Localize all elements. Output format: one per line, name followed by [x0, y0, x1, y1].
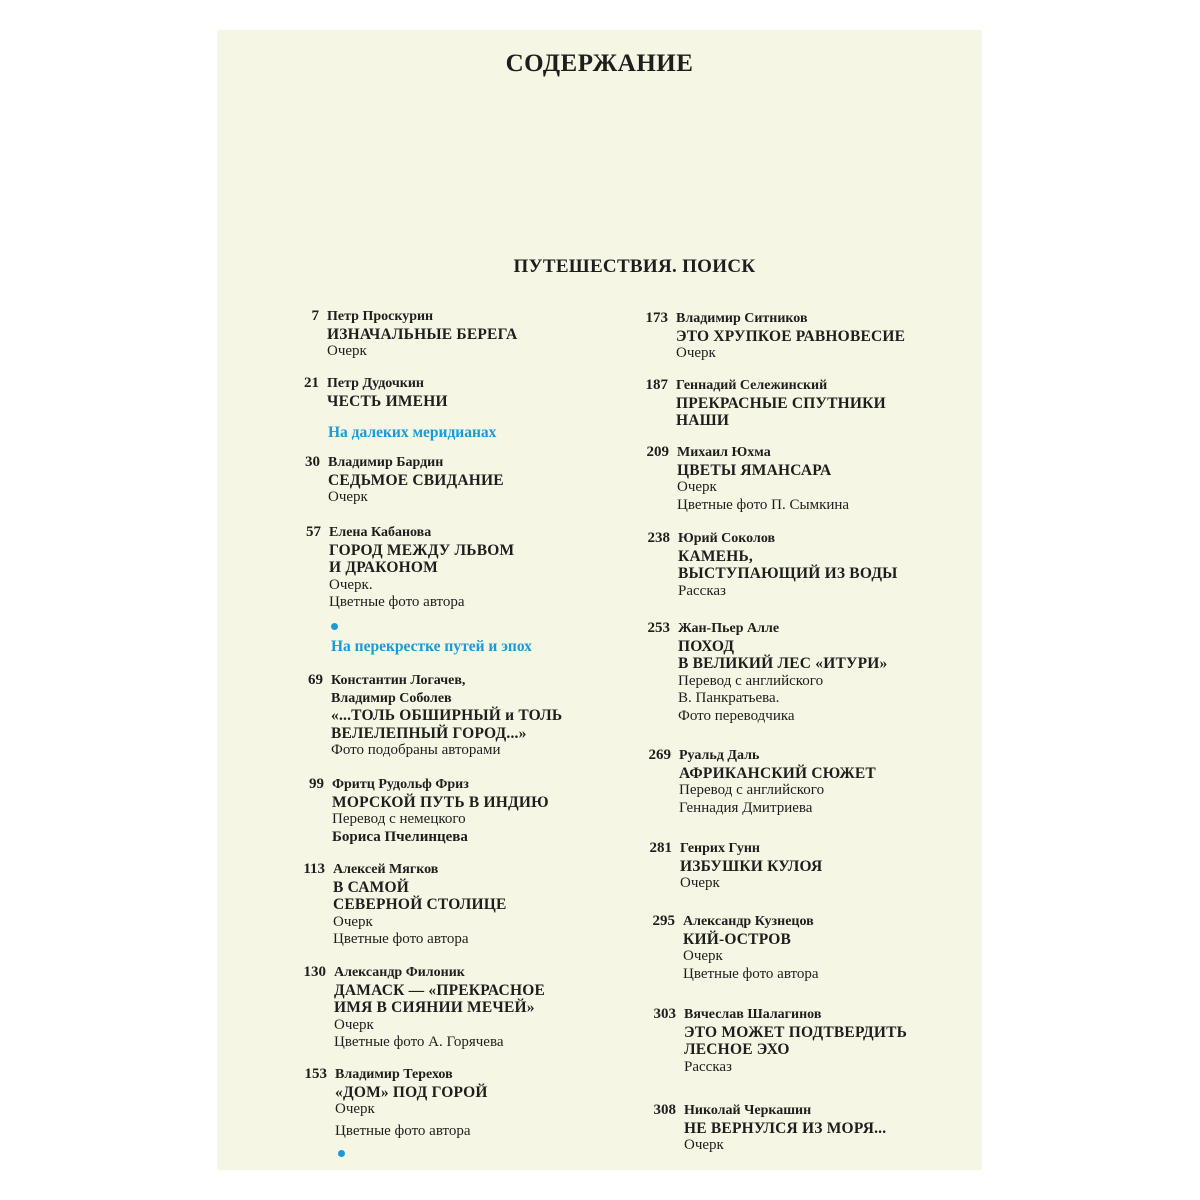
entry-note: Перевод с английского	[678, 672, 824, 689]
entry-title: В ВЕЛИКИЙ ЛЕС «ИТУРИ»	[678, 655, 888, 672]
entry-note: Перевод с английского	[679, 782, 825, 798]
toc-entry[interactable]	[648, 747, 876, 817]
entry-title: ПРЕКРАСНЫЕ СПУТНИКИ	[676, 394, 886, 412]
toc-entry[interactable]	[304, 375, 448, 410]
page-number: 113	[303, 861, 325, 877]
entry-note: Цветные фото автора	[329, 594, 465, 610]
toc-entry[interactable]	[304, 1066, 488, 1140]
entry-note: Очерк	[684, 1137, 724, 1153]
page-number: 30	[305, 454, 320, 470]
entry-title: ЛЕСНОЕ ЭХО	[684, 1041, 790, 1058]
entry-author: Генрих Гунн	[680, 841, 760, 856]
entry-note: Очерк	[327, 343, 367, 359]
entry-title: ВЕЛЕЛЕПНЫЙ ГОРОД...»	[331, 724, 527, 742]
entry-title: СЕВЕРНОЙ СТОЛИЦЕ	[333, 896, 507, 913]
toc-entry[interactable]	[646, 444, 850, 514]
page-number: 7	[311, 308, 319, 324]
entry-title: ДАМАСК — «ПРЕКРАСНОЕ	[334, 981, 545, 999]
toc-entry[interactable]	[647, 530, 898, 600]
entry-title: И ДРАКОНОМ	[329, 559, 438, 576]
entry-author: Владимир Бардин	[328, 455, 444, 470]
entry-title: КИЙ-ОСТРОВ	[683, 930, 792, 948]
entry-author: Владимир Соболев	[331, 690, 452, 706]
entry-note: Очерк	[680, 875, 720, 891]
entry-author: Руальд Даль	[679, 748, 760, 763]
entry-title: ЭТО МОЖЕТ ПОДТВЕРДИТЬ	[684, 1023, 908, 1041]
entry-note: Фото подобраны авторами	[331, 742, 501, 758]
entry-title: АФРИКАНСКИЙ СЮЖЕТ	[679, 764, 876, 782]
entry-note: В. Панкратьева.	[678, 690, 780, 706]
bullet-dot	[338, 1150, 345, 1157]
rubric-heading: На перекрестке путей и эпох	[331, 638, 532, 655]
entry-author: Николай Черкашин	[684, 1103, 812, 1118]
toc-entry[interactable]	[303, 861, 507, 949]
entry-note: Очерк	[676, 345, 716, 361]
entry-author: Петр Дудочкин	[327, 376, 425, 391]
section-title: ПУТЕШЕСТВИЯ. ПОИСК	[513, 256, 756, 277]
toc-entry[interactable]	[649, 840, 823, 893]
rubric-heading: На далеких меридианах	[328, 424, 497, 441]
entry-note: Рассказ	[684, 1058, 732, 1075]
entry-note: Очерк	[677, 479, 717, 495]
entry-title: ИМЯ В СИЯНИИ МЕЧЕЙ»	[334, 999, 535, 1016]
entry-note: Очерк	[334, 1016, 374, 1033]
entry-note: Цветные фото А. Горячева	[334, 1034, 504, 1050]
entry-title: ЭТО ХРУПКОЕ РАВНОВЕСИЕ	[676, 327, 906, 345]
entry-note: Очерк	[335, 1101, 375, 1117]
page-title: СОДЕРЖАНИЕ	[505, 50, 694, 77]
entry-title: В САМОЙ	[333, 878, 409, 896]
toc-entry[interactable]	[308, 672, 563, 760]
entry-note: Очерк.	[329, 576, 373, 593]
entry-author: Александр Кузнецов	[683, 914, 814, 929]
entry-translator: Бориса Пчелинцева	[332, 828, 468, 845]
entry-note: Цветные фото автора	[335, 1122, 471, 1139]
entry-title: НЕ ВЕРНУЛСЯ ИЗ МОРЯ...	[684, 1119, 887, 1137]
toc-entry[interactable]	[311, 308, 518, 361]
contents-page	[217, 30, 982, 1170]
entry-author: Елена Кабанова	[329, 525, 432, 540]
entry-note: Геннадия Дмитриева	[679, 799, 813, 816]
entry-note: Рассказ	[678, 582, 726, 599]
toc-entry[interactable]	[653, 1102, 887, 1155]
toc-entry[interactable]	[645, 377, 886, 430]
entry-title: «...ТОЛЬ ОБШИРНЫЙ и ТОЛЬ	[331, 707, 563, 724]
toc-entry[interactable]	[306, 524, 515, 612]
toc-entry[interactable]	[647, 620, 888, 725]
toc-entry[interactable]	[653, 1006, 908, 1076]
page-number: 57	[306, 524, 321, 540]
toc-entry[interactable]	[645, 310, 906, 363]
page-number: 308	[653, 1102, 676, 1118]
entry-note: Цветные фото автора	[333, 931, 469, 947]
entry-author: Константин Логачев,	[331, 673, 466, 688]
entry-title: НАШИ	[676, 412, 730, 429]
entry-author: Юрий Соколов	[678, 531, 776, 546]
entry-note: Перевод с немецкого	[332, 811, 466, 827]
entry-author: Александр Филоник	[334, 965, 465, 980]
entry-title: ЦВЕТЫ ЯМАНСАРА	[677, 461, 832, 479]
toc-entry[interactable]	[303, 964, 545, 1052]
entry-author: Михаил Юхма	[677, 445, 771, 460]
bullet-dot	[331, 623, 338, 630]
entry-title: ГОРОД МЕЖДУ ЛЬВОМ	[329, 541, 515, 559]
page-number: 238	[647, 530, 670, 546]
page-number: 99	[309, 776, 324, 792]
entry-author: Жан-Пьер Алле	[678, 621, 780, 636]
entry-title: СЕДЬМОЕ СВИДАНИЕ	[328, 471, 504, 489]
page-number: 153	[304, 1066, 327, 1082]
entry-note: Цветные фото П. Сымкина	[677, 496, 850, 513]
entry-note: Очерк	[328, 489, 368, 505]
entry-author: Фритц Рудольф Фриз	[332, 777, 469, 792]
page-number: 281	[649, 840, 672, 856]
toc-entry[interactable]	[309, 776, 549, 846]
toc-entry[interactable]	[652, 913, 819, 983]
entry-author: Владимир Терехов	[335, 1067, 453, 1082]
page-number: 269	[648, 747, 671, 763]
entry-title: МОРСКОЙ ПУТЬ В ИНДИЮ	[332, 793, 549, 811]
entry-title: «ДОМ» ПОД ГОРОЙ	[335, 1083, 488, 1101]
page-number: 187	[645, 377, 668, 393]
entry-author: Петр Проскурин	[327, 309, 434, 324]
page-number: 173	[645, 310, 668, 326]
entry-note: Цветные фото автора	[683, 965, 819, 982]
entry-title: ЧЕСТЬ ИМЕНИ	[327, 392, 448, 410]
entry-title: КАМЕНЬ,	[678, 547, 753, 565]
entry-note: Очерк	[683, 948, 723, 964]
entry-author: Алексей Мягков	[333, 862, 439, 877]
entry-title: ИЗНАЧАЛЬНЫЕ БЕРЕГА	[327, 325, 518, 343]
entry-author: Геннадий Сележинский	[676, 378, 828, 393]
entry-author: Вячеслав Шалагинов	[684, 1007, 822, 1022]
toc-entry[interactable]	[305, 454, 504, 507]
entry-author: Владимир Ситников	[676, 311, 808, 326]
page-number: 303	[653, 1006, 676, 1022]
page-number: 253	[647, 620, 670, 636]
entry-title: ПОХОД	[678, 637, 735, 655]
entry-title: ВЫСТУПАЮЩИЙ ИЗ ВОДЫ	[678, 565, 898, 582]
page-number: 69	[308, 672, 323, 688]
entry-title: ИЗБУШКИ КУЛОЯ	[680, 857, 823, 875]
page-number: 209	[646, 444, 669, 460]
entry-note: Фото переводчика	[678, 707, 795, 724]
page-number: 130	[303, 964, 326, 980]
entry-note: Очерк	[333, 913, 373, 930]
page-number: 295	[652, 913, 675, 929]
page-number: 21	[304, 375, 319, 391]
